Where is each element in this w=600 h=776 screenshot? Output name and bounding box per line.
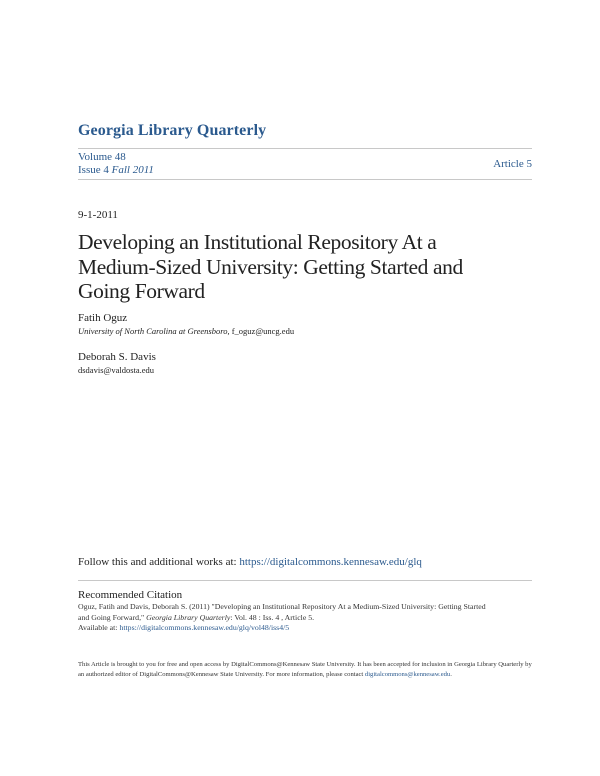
follow-text: Follow this and additional works at:	[78, 556, 237, 568]
journal-title[interactable]: Georgia Library Quarterly	[78, 122, 267, 139]
affiliation-text: University of North Carolina at Greensboro	[78, 326, 228, 336]
author-affiliation: University of North Carolina at Greensboro, f_oguz@uncg.edu	[78, 326, 295, 336]
citation-line-2-end: : Vol. 48 : Iss. 4 , Article 5.	[230, 612, 315, 622]
header-top-rule	[78, 148, 532, 149]
notice-text: This Article is brought to you for free and open access by DigitalCommons@Kennesaw State University. It has been accepted for inclusion in Georgia Library Quarterly by an authorized editor of DigitalCommons@Kennesaw State University. For more information, please contact	[78, 661, 532, 678]
author-email[interactable]: f_oguz@uncg.edu	[231, 326, 295, 336]
volume-issue	[78, 151, 154, 177]
available-label: Available at:	[78, 623, 118, 632]
access-notice	[78, 660, 538, 679]
contact-email[interactable]: digitalcommons@kennesaw.edu	[364, 670, 451, 678]
author-email[interactable]: dsdavis@valdosta.edu	[78, 365, 155, 375]
author-name[interactable]: Fatih Oguz	[78, 312, 128, 324]
issue-line[interactable]	[78, 164, 154, 177]
header-bottom-rule	[78, 179, 532, 180]
article-link[interactable]: Article 5	[493, 158, 532, 170]
citation-rule	[78, 580, 532, 581]
volume-link[interactable]: Volume 48	[78, 151, 126, 163]
available-link[interactable]: https://digitalcommons.kennesaw.edu/glq/vol48/iss4/5	[119, 623, 290, 632]
issue-season: Fall 2011	[111, 164, 154, 176]
citation-line-2	[78, 613, 538, 624]
citation-line-1: Oguz, Fatih and Davis, Deborah S. (2011) "Developing an Institutional Repository At a Medium-Sized University: Getting Started	[78, 602, 486, 611]
follow-link[interactable]: https://digitalcommons.kennesaw.edu/glq	[239, 556, 422, 568]
citation-heading: Recommended Citation	[78, 589, 183, 601]
publication-date: 9-1-2011	[78, 209, 118, 221]
issue-label: Issue 4	[78, 164, 109, 176]
notice-end: .	[450, 670, 452, 678]
article-title: Developing an Institutional Repository At a Medium-Sized University: Getting Started and Going Forward	[78, 230, 463, 303]
citation-line-2-start: and Going Forward,"	[78, 612, 145, 622]
citation-journal: Georgia Library Quarterly	[146, 612, 231, 622]
author-name[interactable]: Deborah S. Davis	[78, 351, 156, 363]
follow-line	[78, 556, 422, 568]
citation-block	[78, 602, 538, 634]
citation-line-3	[78, 623, 538, 634]
